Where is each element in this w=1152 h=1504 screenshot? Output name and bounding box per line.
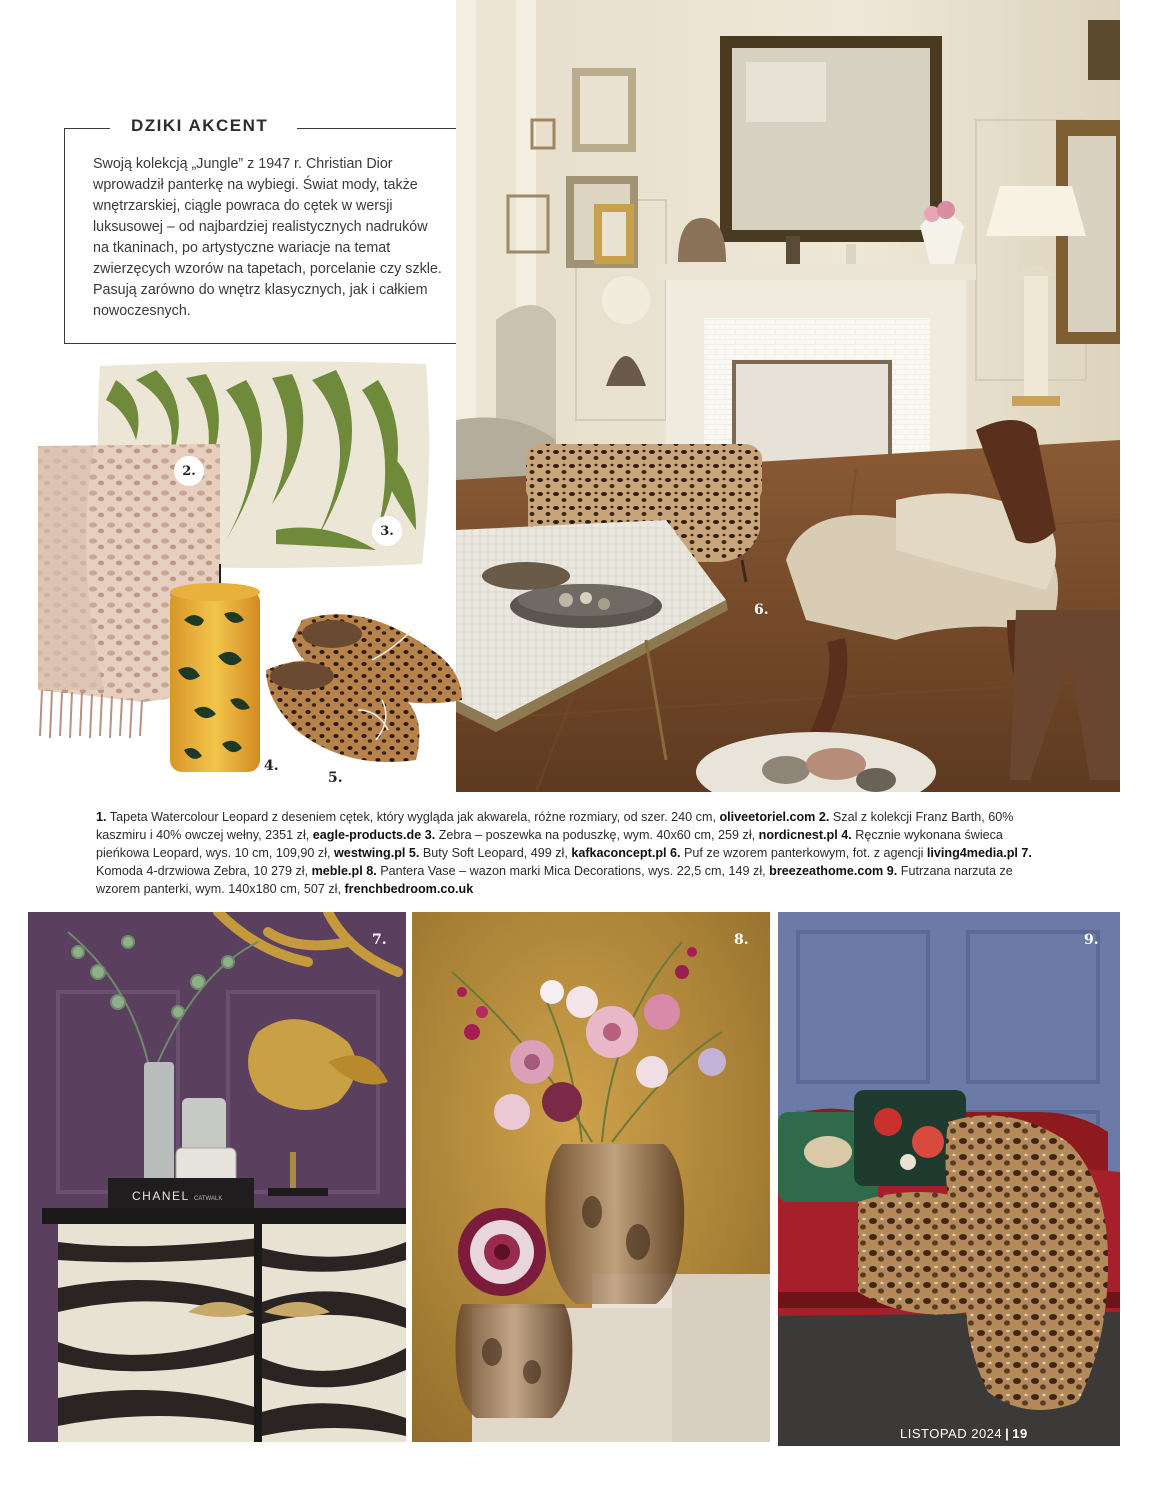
intro-text: Swoją kolekcją „Jungle” z 1947 r. Christian Dior wprowadził panterkę na wybiegi. Świat mody, także wnętrzarskiej, ciągle powraca do cętek w wersji luksusowej – od najbardziej realistycznych nadruków na tkaninach, po artystyczne wariacje na temat zwierzęcych wzorów na tapetach, porcelanie czy szkle. Pasują zarówno do wnętrz klasycznych, jak i całkiem nowoczesnych. (93, 156, 442, 319)
zebra-chest-photo (28, 912, 406, 1442)
shop-link-2[interactable]: eagle-products.de (312, 828, 422, 842)
shop-link-7[interactable]: meble.pl (311, 864, 363, 878)
caption-5: 5. Buty Soft Leopard, 499 zł, kafkaconcept.pl (408, 846, 667, 860)
caption-3: 3. Zebra – poszewka na poduszkę, wym. 40x60 cm, 259 zł, nordicnest.pl (424, 828, 838, 842)
intro-rule-right (297, 128, 457, 129)
label-7: 7. (372, 932, 387, 948)
label-9: 9. (1084, 932, 1099, 948)
shop-link-8[interactable]: breezeathome.com (769, 864, 884, 878)
shop-link-1[interactable]: oliveetoriel.com (719, 810, 816, 824)
shop-link-4[interactable]: westwing.pl (334, 846, 406, 860)
page-folio (900, 1426, 1070, 1448)
label-3: 3. (372, 516, 402, 546)
flower-vase-photo (412, 912, 770, 1442)
chanel-book-title: CHANEL (132, 1189, 190, 1203)
label-6: 6. (754, 602, 769, 618)
label-2: 2. (174, 456, 204, 486)
page-number: 19 (1012, 1426, 1028, 1441)
issue-label: LISTOPAD 2024 (900, 1426, 1003, 1441)
label-5: 5. (328, 770, 343, 786)
shop-link-5[interactable]: kafkaconcept.pl (571, 846, 667, 860)
living-room-photo (456, 0, 1120, 792)
shop-link-6[interactable]: living4media.pl (926, 846, 1018, 860)
caption-7: 7. Komoda 4-drzwiowa Zebra, 10 279 zł, meble.pl (96, 846, 1032, 878)
caption-6: 6. Puf ze wzorem panterkowym, fot. z agencji living4media.pl (670, 846, 1018, 860)
label-8: 8. (734, 932, 749, 948)
intro-title: DZIKI AKCENT (131, 116, 269, 135)
leopard-shoes-photo (262, 600, 468, 770)
caption-8: 8. Pantera Vase – wazon marki Mica Decorations, wys. 22,5 cm, 149 zł, breezeathome.com (366, 864, 884, 878)
shop-link-3[interactable]: nordicnest.pl (758, 828, 838, 842)
intro-box (64, 116, 456, 344)
label-4: 4. (264, 758, 279, 774)
folio-separator: | (1005, 1426, 1010, 1441)
fur-throw-sofa-photo (778, 912, 1120, 1446)
product-captions (96, 808, 1056, 898)
leopard-candle-photo (164, 560, 266, 776)
caption-4: 4. Ręcznie wykonana świeca pieńkowa Leopard, wys. 10 cm, 109,90 zł, westwing.pl (96, 828, 1003, 860)
intro-rule-left (64, 128, 110, 129)
shop-link-9[interactable]: frenchbedroom.co.uk (344, 882, 474, 896)
caption-1: 1. Tapeta Watercolour Leopard z deseniem cętek, który wygląda jak akwarela, różne rozmiary, od szer. 240 cm, oliveetoriel.com (96, 810, 816, 824)
chanel-book-subtitle: CATWALK (194, 1196, 223, 1202)
caption-2: 2. Szal z kolekcji Franz Barth, 60% kaszmiru i 40% owczej wełny, 2351 zł, eagle-products.de (96, 810, 1014, 842)
caption-9: 9. Futrzana narzuta ze wzorem panterki, wym. 140x180 cm, 507 zł, frenchbedroom.co.uk (96, 864, 1013, 896)
